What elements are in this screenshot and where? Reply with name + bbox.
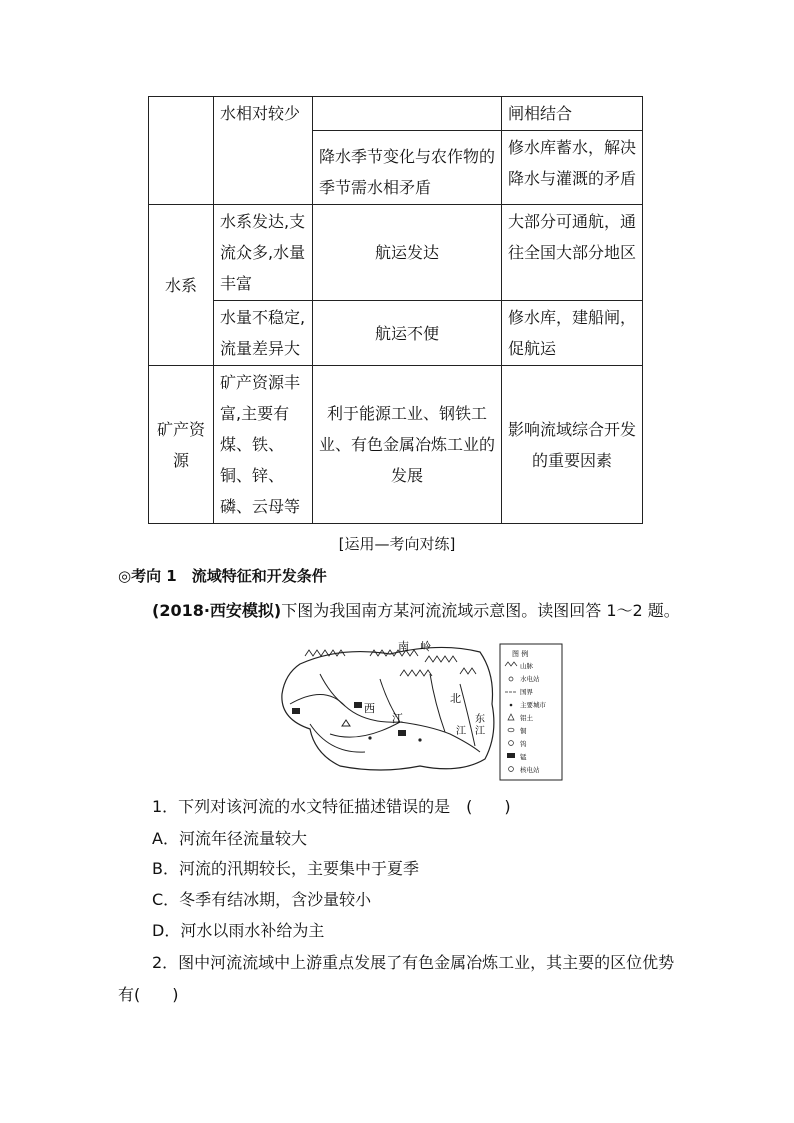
intro-text: 下图为我国南方某河流流域示意图。读图回答 1～2 题。 [281,601,680,620]
map-label: 北 [450,692,461,705]
table-row [149,301,643,366]
table-cell: 水相对较少 [214,97,313,205]
table-cell: 闸相结合 [502,97,643,131]
question-2-stem-cont: 有( ) [118,985,179,1004]
river-network [290,674,480,752]
basin-outline [282,647,494,770]
legend-item: 锰 [520,753,527,761]
legend-item: 铜 [520,727,527,735]
table-cell: 矿产资源 [149,366,214,524]
option-c: C．冬季有结冰期，含沙量较小 [152,890,372,909]
table-cell: 水系 [149,205,214,366]
map-label: 江 [456,726,466,737]
question-1-stem: 1．下列对该河流的水文特征描述错误的是 ( ) [152,797,511,816]
map-label: 江 [392,712,403,725]
map-legend [500,644,562,780]
map-label: 江 [475,726,485,737]
map-label: 岭 [420,640,431,653]
table-cell: 航运不便 [313,301,502,366]
river-basin-map [270,634,570,784]
legend-item: 山脉 [520,662,533,670]
manganese-icon [507,753,515,758]
table-cell: 利于能源工业、钢铁工业、有色金属冶炼工业的发展 [313,366,502,524]
table-cell: 水量不稳定,流量差异大 [214,301,313,366]
map-label: 南 [398,640,409,653]
question-intro [152,598,680,621]
legend-item: 水电站 [520,675,540,683]
table-cell: 水系发达,支流众多,水量丰富 [214,205,313,301]
table-cell: 影响流域综合开发的重要因素 [502,366,643,524]
legend-title: 图 例 [512,650,529,658]
table-cell: 航运发达 [313,205,502,301]
table-cell: 大部分可通航，通往全国大部分地区 [502,205,643,301]
question-2-stem: 2．图中河流流域中上游重点发展了有色金属冶炼工业，其主要的区位优势 [152,953,675,972]
geography-table [148,96,643,524]
legend-item: 钨 [520,740,527,748]
map-label: 西 [364,702,375,715]
table-cell: 修水库，建船闸，促航运 [502,301,643,366]
direction-heading: ◎考向 1 流域特征和开发条件 [118,567,327,585]
table-row [149,97,643,131]
table-row [149,366,643,524]
table-cell [149,97,214,205]
table-cell: 矿产资源丰富,主要有煤、铁、铜、锌、磷、云母等 [214,366,313,524]
city-icon [510,704,513,707]
table-cell: 修水库蓄水，解决降水与灌溉的矛盾 [502,131,643,205]
section-title: [运用—考向对练] [338,535,456,553]
map-label: 东 [475,714,485,725]
legend-item: 铝土 [520,714,533,722]
legend-item: 主要城市 [520,701,546,709]
option-d: D．河水以雨水补给为主 [152,921,325,940]
table-cell [313,97,502,131]
table-row [149,205,643,301]
question-source: (2018·西安模拟) [152,601,282,620]
option-b: B．河流的汛期较长，主要集中于夏季 [152,859,419,878]
legend-item: 核电站 [520,766,540,774]
legend-item: 国界 [520,688,533,696]
option-a: A．河流年径流量较大 [152,829,307,848]
table-cell: 降水季节变化与农作物的季节需水相矛盾 [313,131,502,205]
